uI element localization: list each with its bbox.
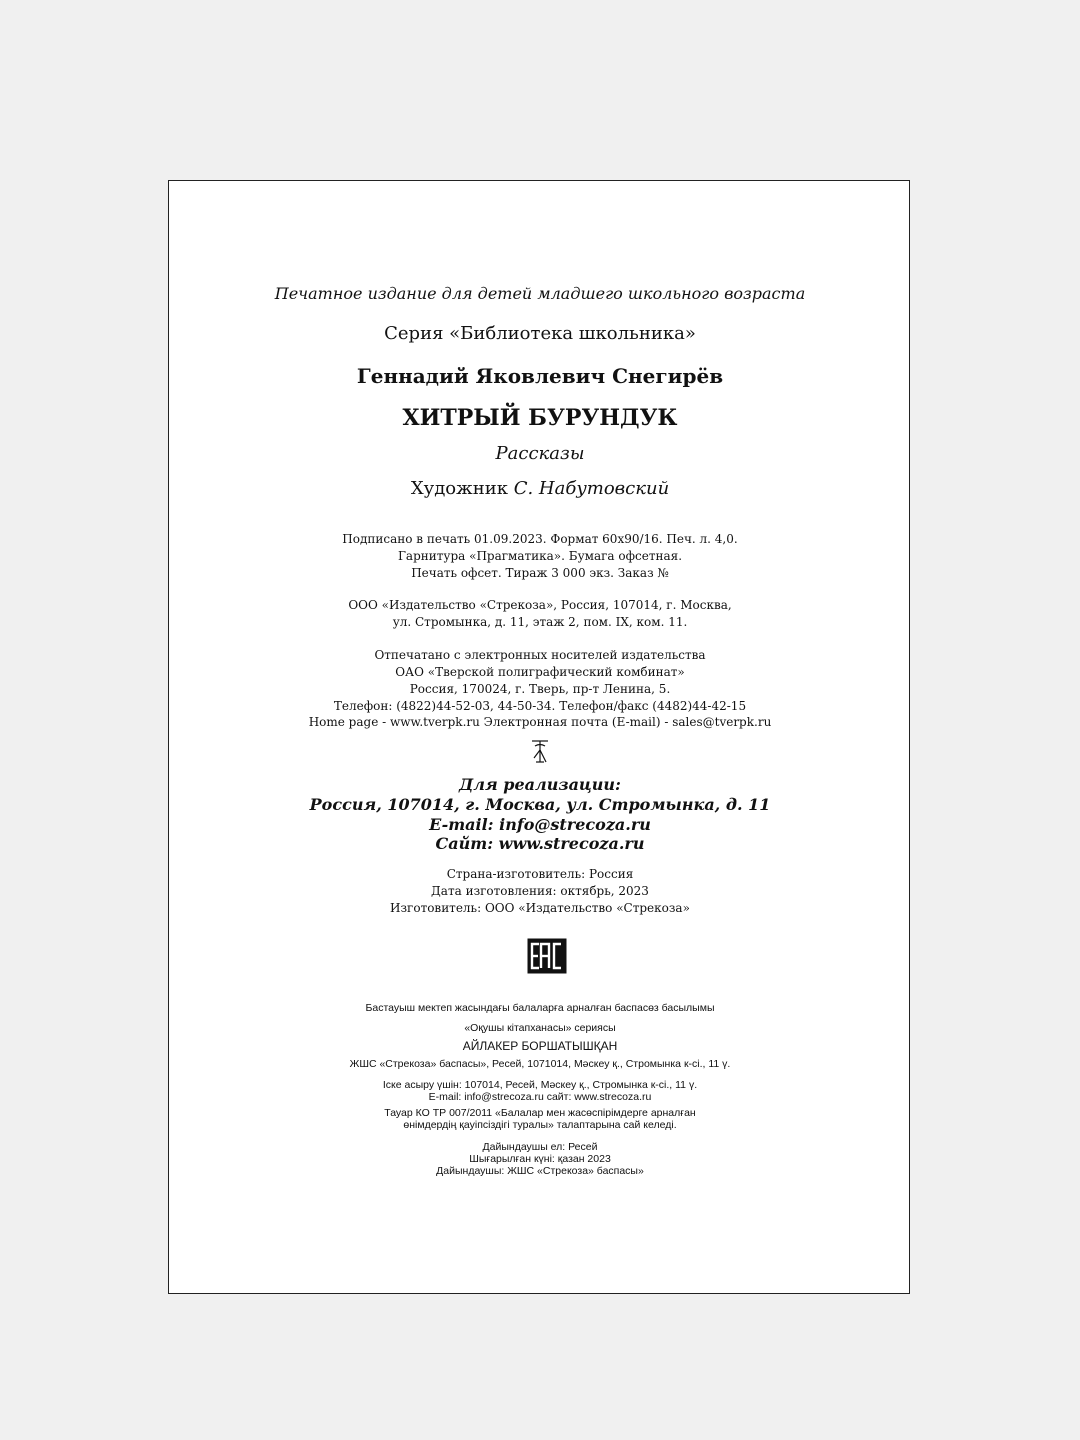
sales-heading: Для реализации: [459,775,621,794]
sales-website: Сайт: www.strecoza.ru [435,834,645,853]
edition-subtitle: Печатное издание для детей младшего школьного возраста [274,284,806,303]
printer-line: Телефон: (4822)44-52-03, 44-50-34. Телефон/факс (4482)44-42-15 [333,699,747,713]
kazakh-line: ЖШС «Стрекоза» баспасы», Ресей, 1071014, Мәскеу қ., Стромынка к-сі., 11 ү. [349,1058,731,1070]
print-info-line: Подписано в печать 01.09.2023. Формат 60x90/16. Печ. л. 4,0. [342,532,738,546]
illustrator-line [169,480,911,498]
manufacturer-line: Изготовитель: ООО «Издательство «Стрекоза» [390,901,690,915]
manufacturer-line: Страна-изготовитель: Россия [446,867,634,881]
illustrator-name: С. Набутовский [513,478,670,499]
book-title: ХИТРЫЙ БУРУНДУК [402,405,678,431]
kazakh-line: Іске асыру үшін: 107014, Ресей, Мәскеу қ., Стромынка к-сі., 11 ү. [382,1079,698,1091]
print-info-line: Гарнитура «Прагматика». Бумага офсетная. [397,549,683,563]
publisher-line: ул. Стромынка, д. 11, этаж 2, пом. IX, ком. 11. [392,615,688,629]
genre-line: Рассказы [495,443,585,464]
kazakh-line: E-mail: info@strecoza.ru сайт: www.strecoza.ru [428,1091,652,1103]
series-line: Серия «Библиотека школьника» [384,323,696,344]
printer-line: Home page - www.tverpk.ru Электронная почта (E-mail) - sales@tverpk.ru [308,715,772,729]
kazakh-line: «Оқушы кітапханасы» сериясы [464,1022,616,1034]
imprint-page [168,180,910,1294]
illustrator-label: Художник [410,478,508,499]
printer-line: ОАО «Тверской полиграфический комбинат» [395,665,685,679]
kazakh-line: Бастауыш мектеп жасындағы балаларға арналған баспасөз басылымы [365,1002,715,1014]
printer-monogram-logo-icon [530,738,550,764]
kazakh-line: өнімдердің қауіпсіздігі туралы» талаптарына сай келеді. [403,1119,677,1131]
eac-certification-mark-icon [527,938,567,974]
kazakh-title: АЙЛАКЕР БОРШАТЫШҚАН [462,1039,618,1053]
printer-line: Россия, 170024, г. Тверь, пр-т Ленина, 5. [409,682,671,696]
kazakh-line: Дайындаушы ел: Ресей [482,1141,598,1153]
publisher-line: ООО «Издательство «Стрекоза», Россия, 107014, г. Москва, [348,598,732,612]
print-info-line: Печать офсет. Тираж 3 000 экз. Заказ № [411,566,669,580]
kazakh-line: Дайындаушы: ЖШС «Стрекоза» баспасы» [436,1165,644,1177]
kazakh-line: Шығарылған күні: қазан 2023 [469,1153,611,1165]
sales-email: E-mail: info@strecoza.ru [429,815,651,834]
kazakh-line: Тауар КО ТР 007/2011 «Балалар мен жасөспірімдерге арналған [384,1107,696,1119]
manufacturer-line: Дата изготовления: октябрь, 2023 [431,884,649,898]
sales-address: Россия, 107014, г. Москва, ул. Стромынка, д. 11 [309,795,771,814]
author-name: Геннадий Яковлевич Снегирёв [356,364,724,388]
printer-line: Отпечатано с электронных носителей издательства [374,648,706,662]
